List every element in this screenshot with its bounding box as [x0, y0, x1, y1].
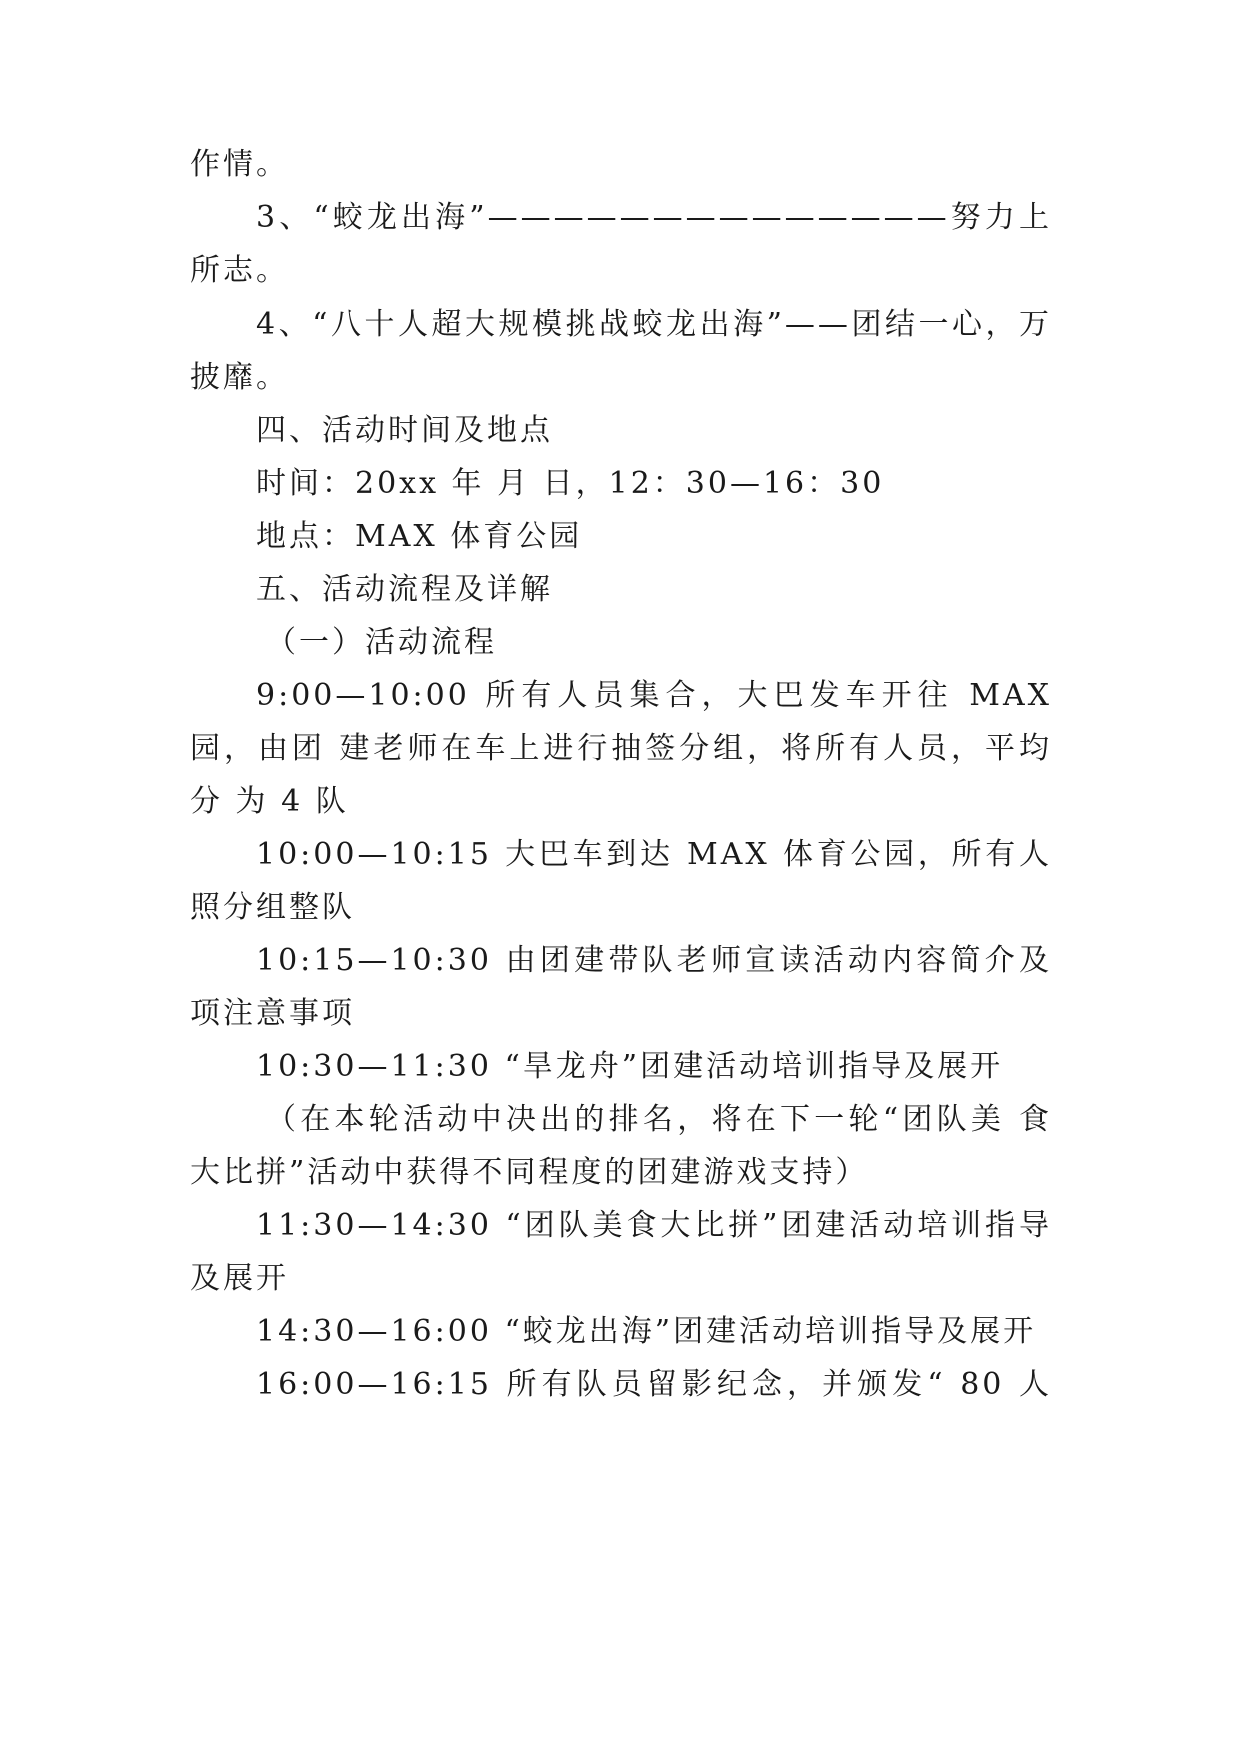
- text-line: 大比拼”活动中获得不同程度的团建游戏支持）: [190, 1155, 869, 1190]
- section-heading: 四、活动时间及地点: [256, 413, 553, 448]
- subsection-heading: （一）活动流程: [266, 625, 497, 660]
- text-line: 项注意事项: [190, 996, 355, 1031]
- section-heading: 五、活动流程及详解: [256, 572, 553, 607]
- text-line: 4、“八十人超大规模挑战蛟龙出海”——团结一心，万: [256, 307, 1052, 342]
- text-line: （在本轮活动中决出的排名，将在下一轮“团队美 食: [266, 1102, 1052, 1137]
- text-line: 11:30—14:30 “团队美食大比拼”团建活动培训指导: [256, 1208, 1052, 1243]
- text-line: 照分组整队: [190, 890, 355, 925]
- text-line: 10:15—10:30 由团建带队老师宣读活动内容简介及: [256, 943, 1052, 978]
- text-line: 9:00—10:00 所有人员集合，大巴发车开往 MAX: [256, 678, 1052, 713]
- text-line: 3、“蛟龙出海”——————————————努力上: [256, 200, 1052, 235]
- text-line: 16:00—16:15 所有队员留影纪念，并颁发“ 80 人: [256, 1367, 1052, 1402]
- text-line: 10:30—11:30 “旱龙舟”团建活动培训指导及展开: [256, 1049, 1004, 1084]
- text-line: 10:00—10:15 大巴车到达 MAX 体育公园，所有人: [256, 837, 1052, 872]
- text-line: 时间：20xx 年 月 日，12：30—16：30: [256, 466, 885, 501]
- text-line: 作情。: [190, 147, 289, 182]
- text-line: 14:30—16:00 “蛟龙出海”团建活动培训指导及展开: [256, 1314, 1037, 1349]
- text-line: 所志。: [190, 253, 289, 288]
- text-line: 地点：MAX 体育公园: [256, 519, 583, 554]
- text-line: 披靡。: [190, 360, 289, 395]
- text-line: 园，由团 建老师在车上进行抽签分组，将所有人员，平均: [190, 731, 1052, 766]
- text-line: 及展开: [190, 1261, 289, 1296]
- text-line: 分 为 4 队: [190, 784, 349, 819]
